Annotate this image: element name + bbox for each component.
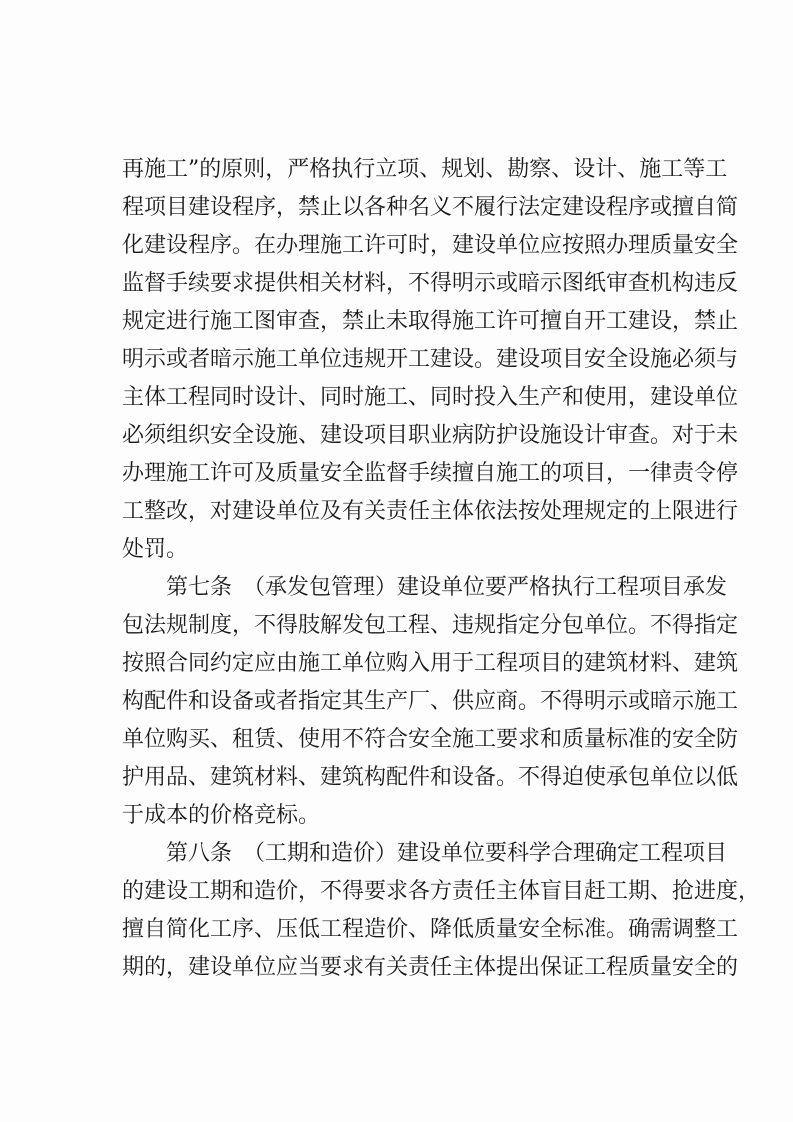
- text-line: 于成本的价格竞标。: [122, 803, 321, 828]
- text-line: 单位购买、租赁、使用不符合安全施工要求和质量标准的安全防: [122, 727, 739, 752]
- text-line: 擅自简化工序、压低工程造价、降低质量安全标准。确需调整工: [122, 917, 739, 942]
- text-line: 主体工程同时设计、同时施工、同时投入生产和使用，建设单位: [122, 385, 739, 410]
- text-line: 明示或者暗示施工单位违规开工建设。建设项目安全设施必须与: [122, 347, 739, 372]
- text-line: 化建设程序。在办理施工许可时，建设单位应按照办理质量安全: [122, 233, 739, 258]
- article-7-heading-line: 第七条 （承发包管理）建设单位要严格执行工程项目承发: [166, 575, 728, 600]
- text-line: 程项目建设程序，禁止以各种名义不履行法定建设程序或擅自简: [122, 195, 739, 220]
- text-line: 构配件和设备或者指定其生产厂、供应商。不得明示或暗示施工: [122, 689, 739, 714]
- text-line: 办理施工许可及质量安全监督手续擅自施工的项目，一律责令停: [122, 461, 739, 486]
- text-line: 工整改，对建设单位及有关责任主体依法按处理规定的上限进行: [122, 499, 739, 524]
- article-8-heading-line: 第八条 （工期和造价）建设单位要科学合理确定工程项目: [166, 841, 728, 866]
- text-line: 期的，建设单位应当要求有关责任主体提出保证工程质量安全的: [122, 955, 739, 980]
- text-line: 监督手续要求提供相关材料，不得明示或暗示图纸审查机构违反: [122, 271, 739, 296]
- text-line: 护用品、建筑材料、建筑构配件和设备。不得迫使承包单位以低: [122, 765, 739, 790]
- text-line: 处罚。: [122, 537, 189, 562]
- text-line: 的建设工期和造价，不得要求各方责任主体盲目赶工期、抢进度，: [122, 879, 761, 904]
- text-line: 包法规制度，不得肢解发包工程、违规指定分包单位。不得指定: [122, 613, 739, 638]
- text-line: 必须组织安全设施、建设项目职业病防护设施设计审查。对于未: [122, 423, 739, 448]
- text-line: 按照合同约定应由施工单位购入用于工程项目的建筑材料、建筑: [122, 651, 739, 676]
- text-line: 规定进行施工图审查，禁止未取得施工许可擅自开工建设，禁止: [122, 309, 739, 334]
- text-line: 再施工”的原则，严格执行立项、规划、勘察、设计、施工等工: [122, 157, 728, 182]
